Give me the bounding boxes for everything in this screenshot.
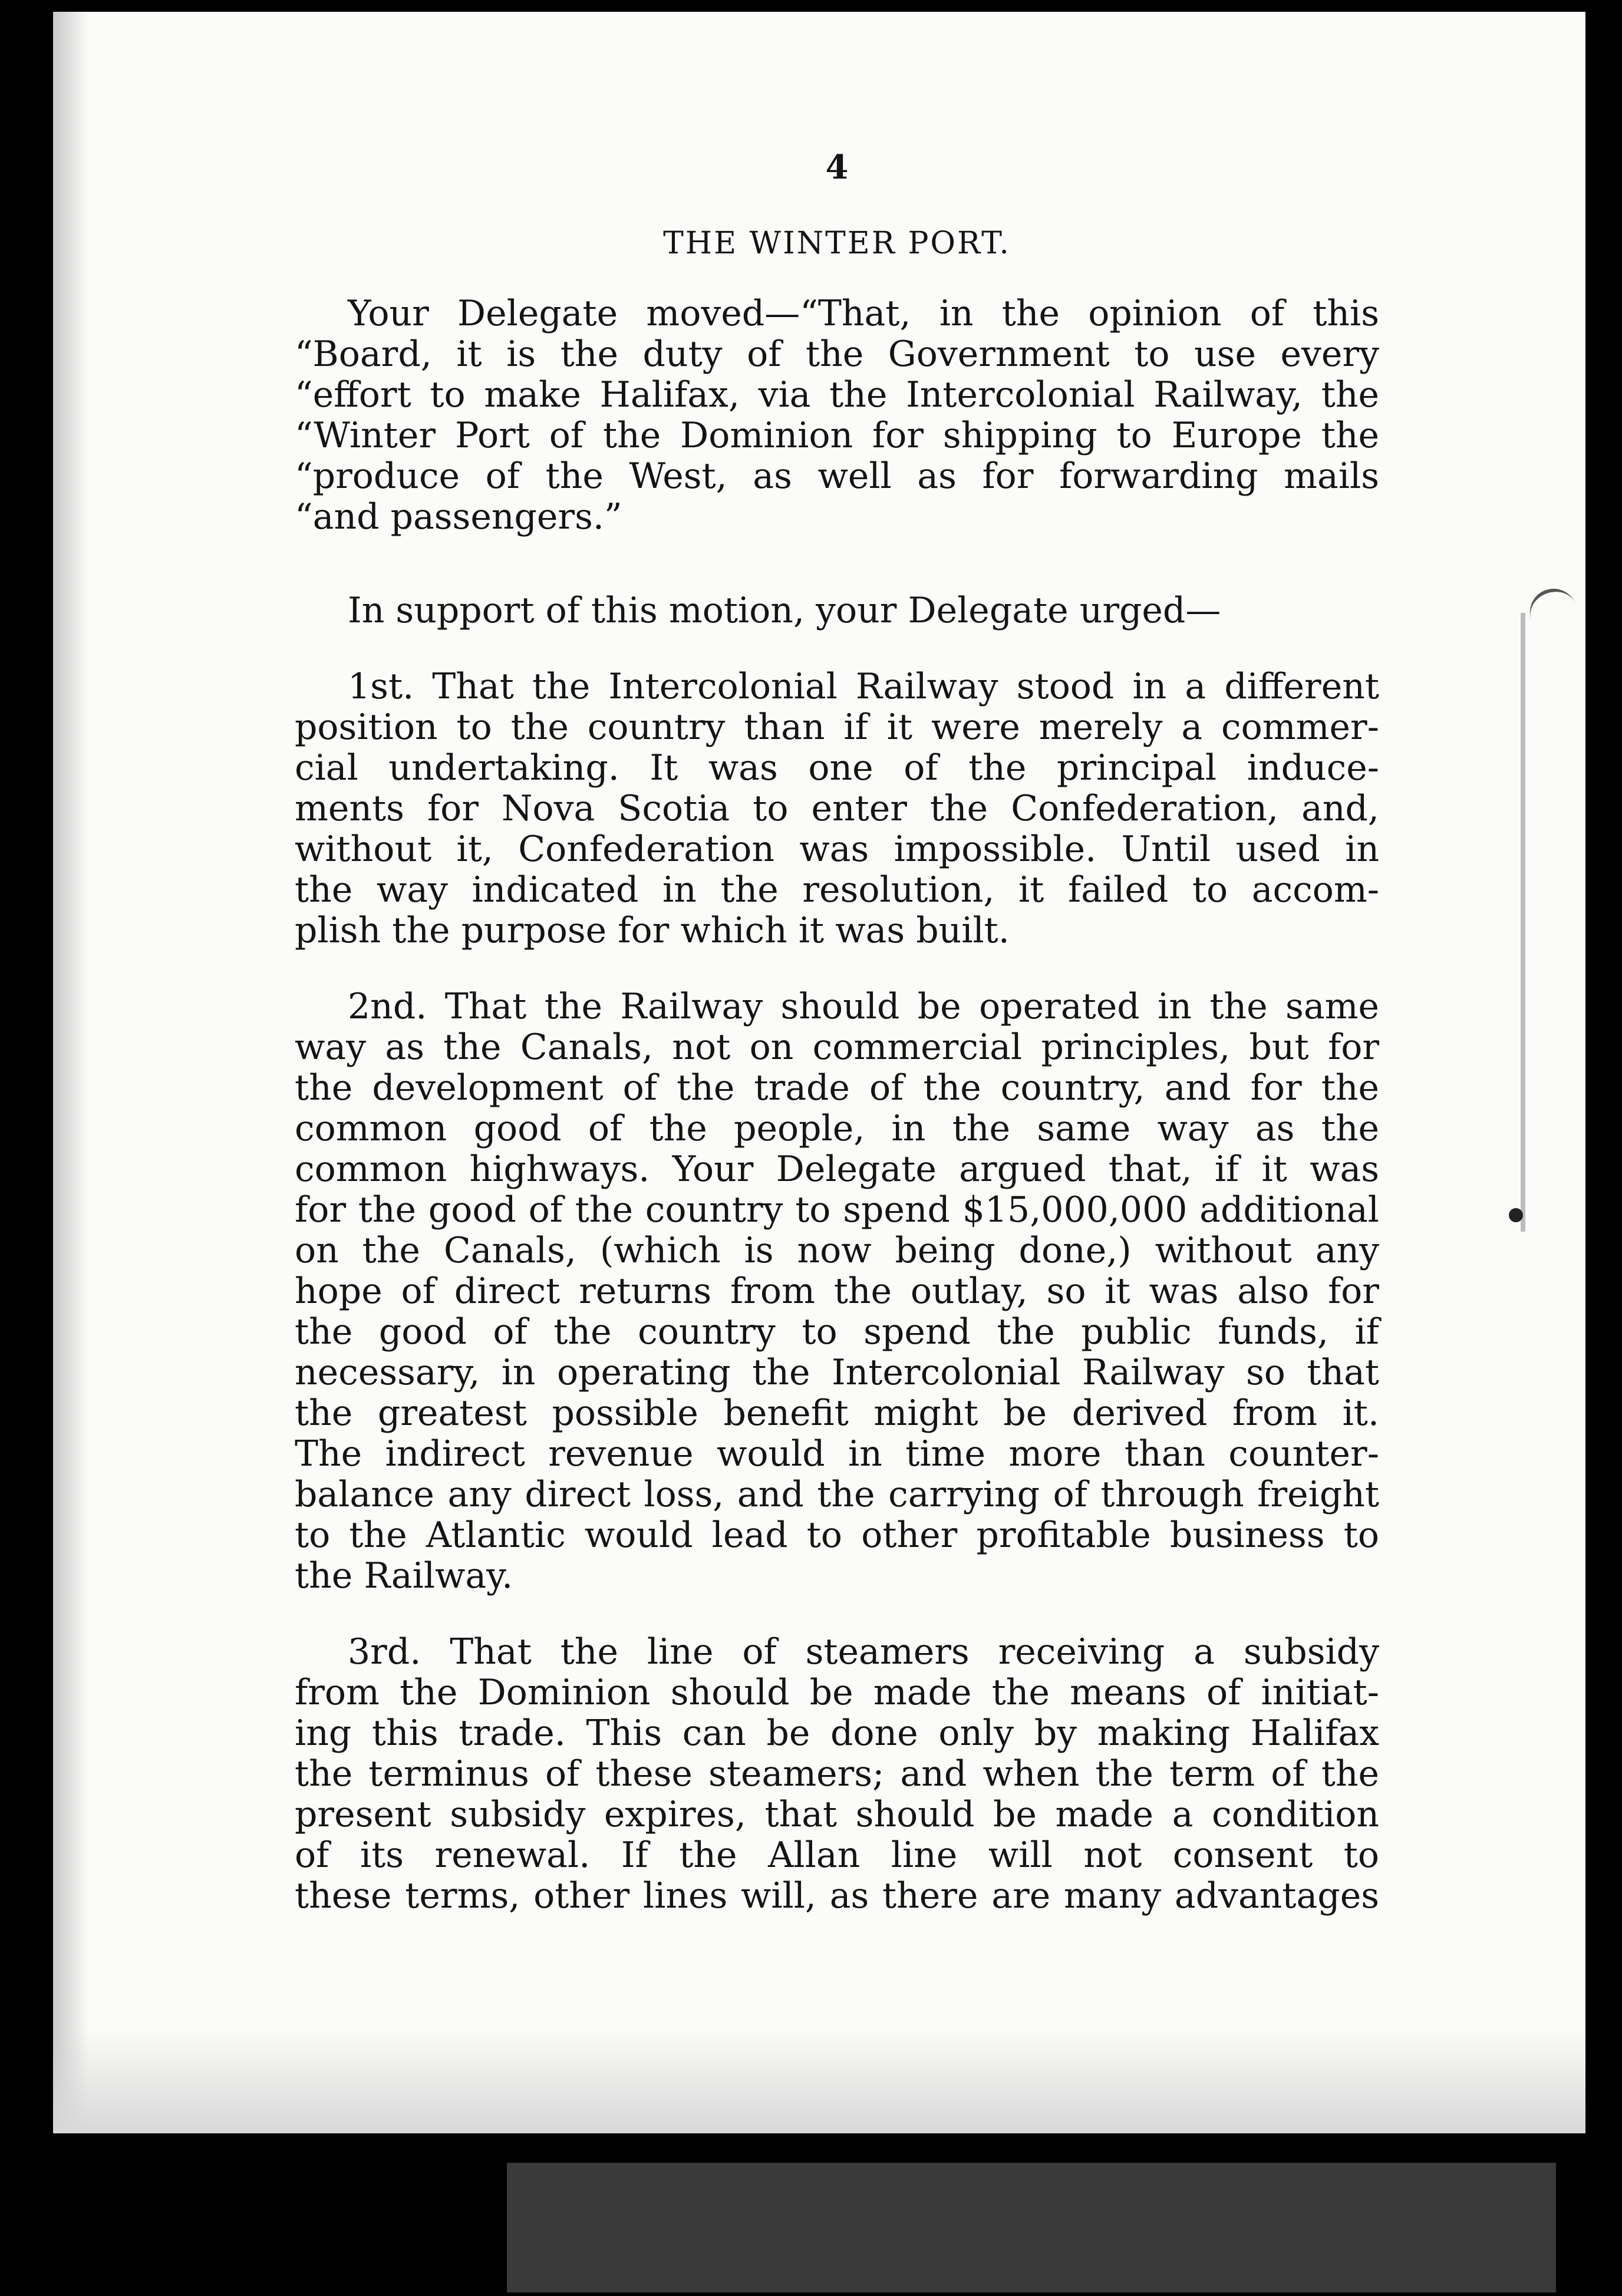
spacer bbox=[295, 537, 1379, 591]
page-bottom-shadow bbox=[53, 2027, 1585, 2133]
text-line: ing this trade. This can be done only by making Halifax bbox=[295, 1713, 1379, 1754]
text-line: of its renewal. If the Allan line will not consent to bbox=[295, 1835, 1379, 1876]
section-title: THE WINTER PORT. bbox=[663, 226, 1011, 261]
support-intro bbox=[295, 591, 1379, 631]
text-line: for the good of the country to spend $15,000,000 additional bbox=[295, 1189, 1379, 1231]
text-line: common highways. Your Delegate argued that, if it was bbox=[295, 1149, 1379, 1190]
text-line: plish the purpose for which it was built. bbox=[295, 910, 1010, 951]
spacer bbox=[295, 1596, 1379, 1632]
text-line: the greatest possible benefit might be derived from it. bbox=[295, 1393, 1379, 1434]
text-line: “Board, it is the duty of the Government to use every bbox=[295, 334, 1379, 375]
text-line: ments for Nova Scotia to enter the Confederation, and, bbox=[295, 788, 1379, 829]
point-paragraph-3 bbox=[295, 1632, 1379, 1916]
fold-mark-dot bbox=[1509, 1208, 1523, 1222]
text-line: 3rd. That the line of steamers receiving a subsidy bbox=[348, 1631, 1379, 1672]
text-line: the terminus of these steamers; and when the term of the bbox=[295, 1753, 1379, 1794]
text-line: these terms, other lines will, as there are many advantages bbox=[295, 1875, 1379, 1916]
spacer bbox=[295, 951, 1379, 987]
text-line: “effort to make Halifax, via the Intercolonial Railway, the bbox=[295, 374, 1379, 415]
text-line: “Winter Port of the Dominion for shipping to Europe the bbox=[295, 415, 1379, 456]
point-paragraph-1 bbox=[295, 667, 1379, 951]
text-line: the good of the country to spend the public funds, if bbox=[295, 1311, 1379, 1352]
text-line: “produce of the West, as well as for forwarding mails bbox=[295, 456, 1379, 497]
text-line: 2nd. That the Railway should be operated in the same bbox=[348, 986, 1379, 1027]
text-line: without it, Confederation was impossible. Until used in bbox=[295, 829, 1379, 870]
scan-bottom-strip bbox=[507, 2163, 1556, 2292]
text-line: 1st. That the Intercolonial Railway stood in a different bbox=[348, 666, 1379, 707]
text-line: the Railway. bbox=[295, 1555, 513, 1596]
spacer bbox=[295, 631, 1379, 667]
text-line: the way indicated in the resolution, it failed to accom- bbox=[295, 869, 1379, 911]
page-gutter-shadow bbox=[53, 12, 88, 2133]
motion-paragraph bbox=[295, 293, 1379, 537]
text-line: position to the country than if it were merely a commer- bbox=[295, 707, 1379, 748]
text-line: necessary, in operating the Intercolonial Railway so that bbox=[295, 1352, 1379, 1393]
text-line: hope of direct returns from the outlay, so it was also for bbox=[295, 1271, 1379, 1312]
text-line: “and passengers.” bbox=[295, 496, 622, 537]
text-line: Your Delegate moved—“That, in the opinion of this bbox=[348, 293, 1379, 334]
text-line: The indirect revenue would in time more than counter- bbox=[295, 1433, 1379, 1474]
text-line: present subsidy expires, that should be made a condition bbox=[295, 1794, 1379, 1835]
text-line: common good of the people, in the same way as the bbox=[295, 1108, 1379, 1149]
page-number: 4 bbox=[825, 148, 849, 187]
text-line: way as the Canals, not on commercial principles, but for bbox=[295, 1027, 1379, 1068]
page-fold-line bbox=[1521, 613, 1525, 1232]
point-paragraph-2 bbox=[295, 987, 1379, 1596]
text-line: cial undertaking. It was one of the principal induce- bbox=[295, 747, 1379, 789]
text-line: In support of this motion, your Delegate urged— bbox=[348, 590, 1221, 631]
text-line: from the Dominion should be made the means of initiat- bbox=[295, 1672, 1379, 1713]
text-line: on the Canals, (which is now being done,) without any bbox=[295, 1230, 1379, 1271]
text-line: the development of the trade of the country, and for the bbox=[295, 1067, 1379, 1109]
text-line: balance any direct loss, and the carrying of through freight bbox=[295, 1474, 1379, 1515]
page-content bbox=[295, 147, 1379, 1916]
text-line: to the Atlantic would lead to other profitable business to bbox=[295, 1515, 1379, 1556]
